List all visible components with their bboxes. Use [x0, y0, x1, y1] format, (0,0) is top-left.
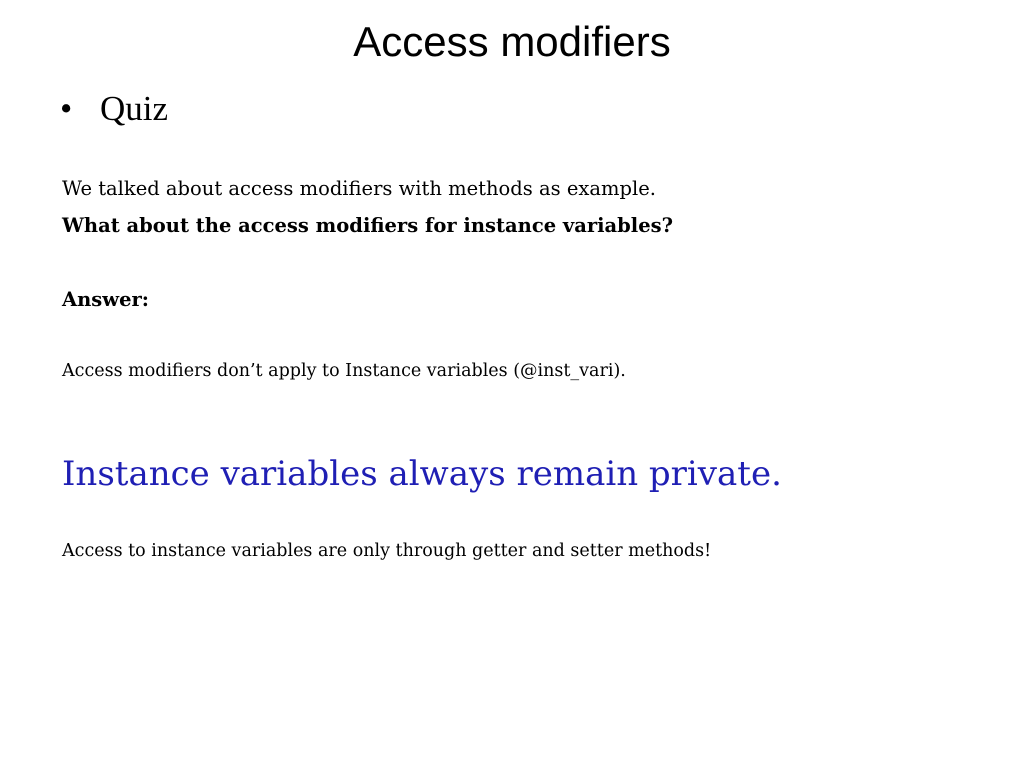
- slide-title: Access modifiers: [353, 18, 671, 65]
- answer-label: Answer:: [62, 288, 149, 311]
- bullet-item-quiz: [60, 88, 168, 130]
- answer-text: Access modifiers don’t apply to Instance variables (@inst_vari).: [62, 361, 626, 381]
- bullet-label: Quiz: [100, 89, 169, 128]
- highlight-text: Instance variables always remain private.: [62, 454, 782, 494]
- bullet-icon: •: [60, 89, 73, 128]
- intro-text: We talked about access modifiers with methods as example.: [62, 177, 656, 200]
- footer-text: Access to instance variables are only through getter and setter methods!: [62, 541, 712, 561]
- question-text: What about the access modifiers for instance variables?: [62, 214, 674, 237]
